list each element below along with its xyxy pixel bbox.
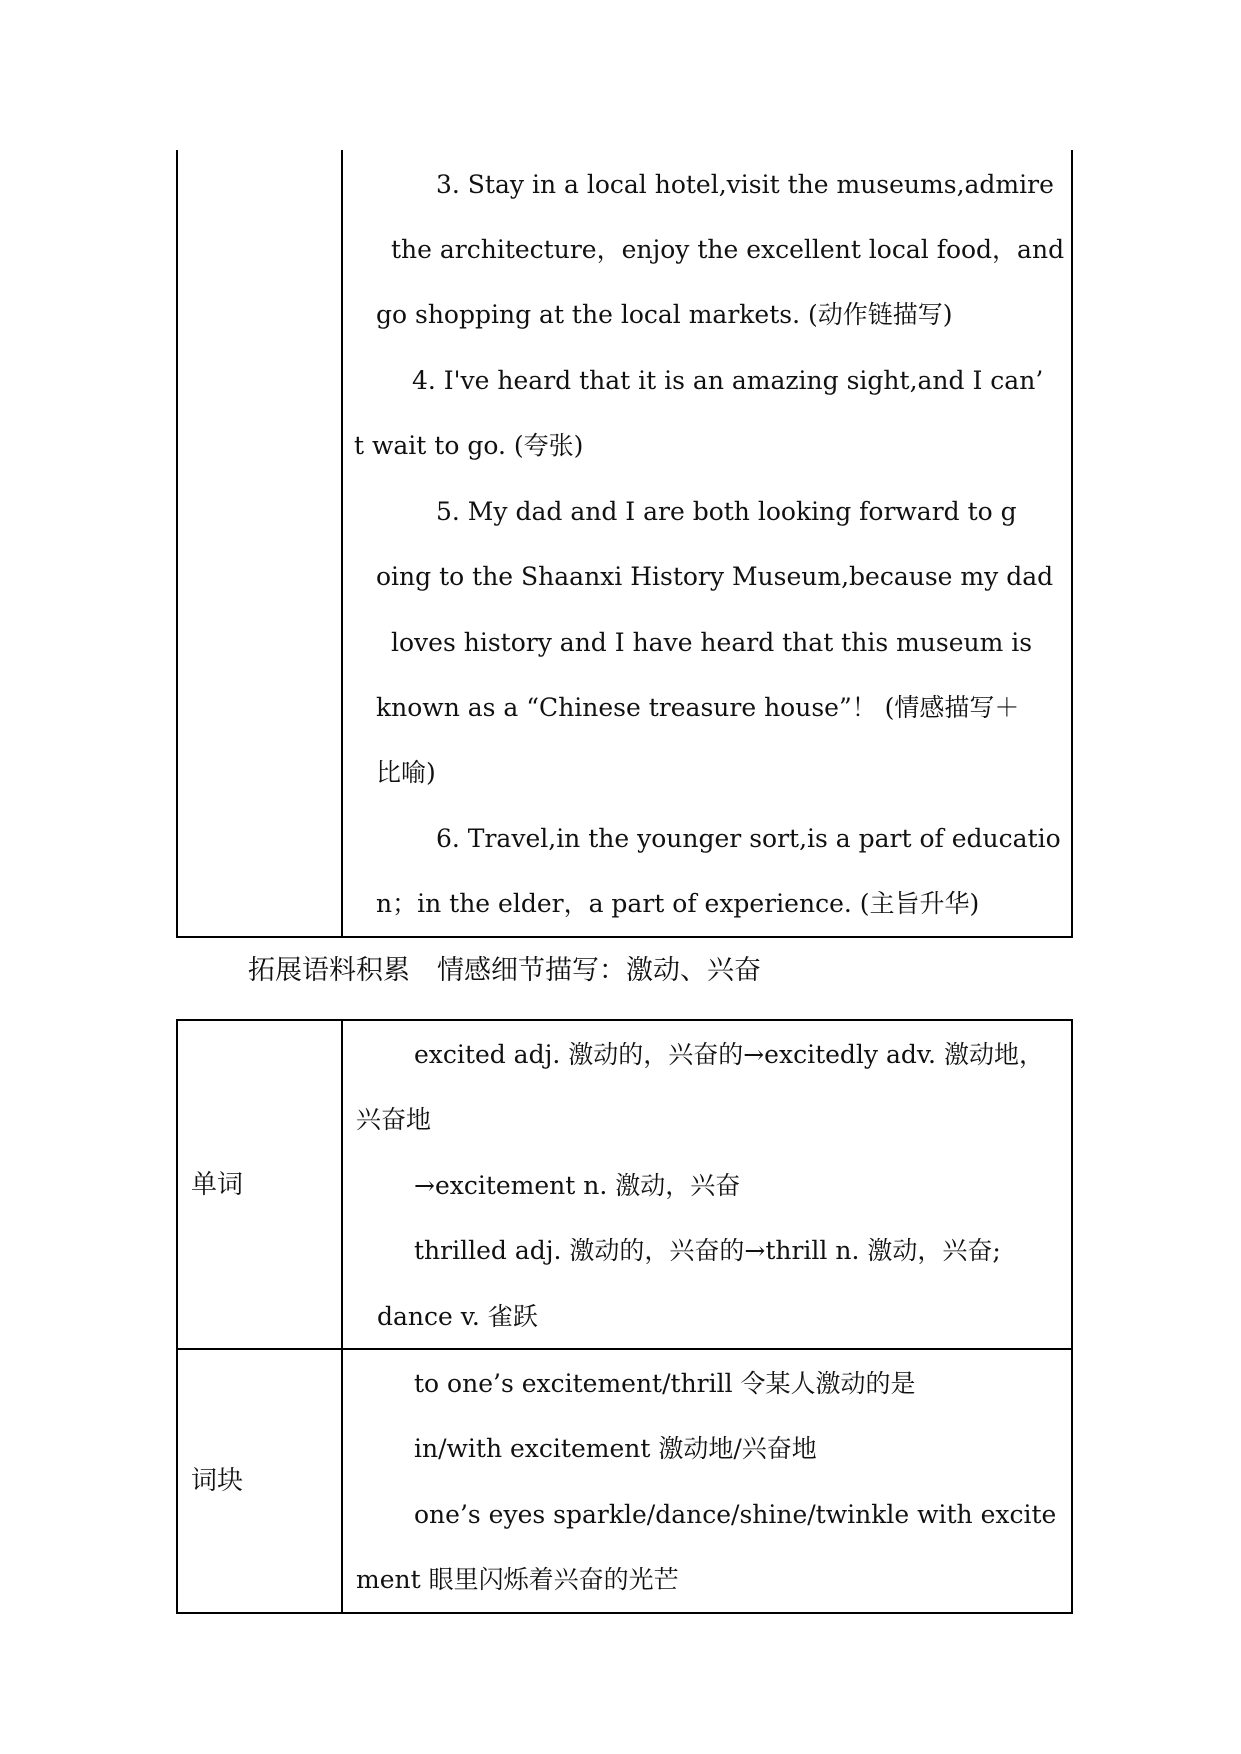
table2-left-border: [176, 1019, 178, 1614]
table1-left-border: [176, 150, 178, 937]
table2-top-border: [176, 1019, 1073, 1021]
table2-right-border: [1071, 1019, 1073, 1614]
table1-column-divider: [341, 150, 343, 937]
table2-line: thrilled adj. 激动的，兴奋的→thrill n. 激动，兴奋;: [414, 1236, 1001, 1265]
table2-line: in/with excitement 激动地/兴奋地: [414, 1434, 817, 1463]
table1-line: go shopping at the local markets. (动作链描写): [376, 300, 953, 329]
row-label-phrases: 词块: [191, 1466, 244, 1496]
table1-line: known as a “Chinese treasure house”！ (情感描写＋: [376, 693, 1020, 722]
table1-line: n；in the elder，a part of experience. (主旨升华): [376, 889, 980, 918]
table2-line: excited adj. 激动的，兴奋的→excitedly adv. 激动地，: [414, 1040, 1044, 1069]
table2-line: ment 眼里闪烁着兴奋的光芒: [356, 1565, 679, 1594]
table2-column-divider: [341, 1019, 343, 1614]
table1-line: 4. I've heard that it is an amazing sight,and I can’: [412, 366, 1044, 395]
table2-line: dance v. 雀跃: [377, 1302, 538, 1331]
row-label-words: 单词: [191, 1170, 244, 1200]
table2-line: 兴奋地: [356, 1105, 432, 1134]
table1-line: the architecture，enjoy the excellent local food，and: [391, 235, 1065, 264]
table1-line: oing to the Shaanxi History Museum,because my dad: [376, 562, 1054, 591]
table2-line: one’s eyes sparkle/dance/shine/twinkle with excite: [414, 1500, 1057, 1529]
section-heading: 拓展语料积累 情感细节描写：激动、兴奋: [248, 955, 761, 986]
table1-bottom-border: [176, 936, 1073, 938]
table1-line: t wait to go. (夸张): [354, 431, 584, 460]
table2-line: to one’s excitement/thrill 令某人激动的是: [414, 1369, 916, 1398]
table1-line: 3. Stay in a local hotel,visit the museums,admire: [436, 170, 1054, 199]
table1-line: 6. Travel,in the younger sort,is a part of educatio: [436, 824, 1061, 853]
table1-line: 比喻): [376, 758, 436, 787]
table2-line: →excitement n. 激动，兴奋: [414, 1171, 741, 1200]
table2-bottom-border: [176, 1612, 1073, 1614]
table1-line: loves history and I have heard that this museum is: [391, 628, 1033, 657]
table2-row-divider: [176, 1348, 1073, 1350]
table1-right-border: [1071, 150, 1073, 937]
table1-line: 5. My dad and I are both looking forward to g: [436, 497, 1017, 526]
